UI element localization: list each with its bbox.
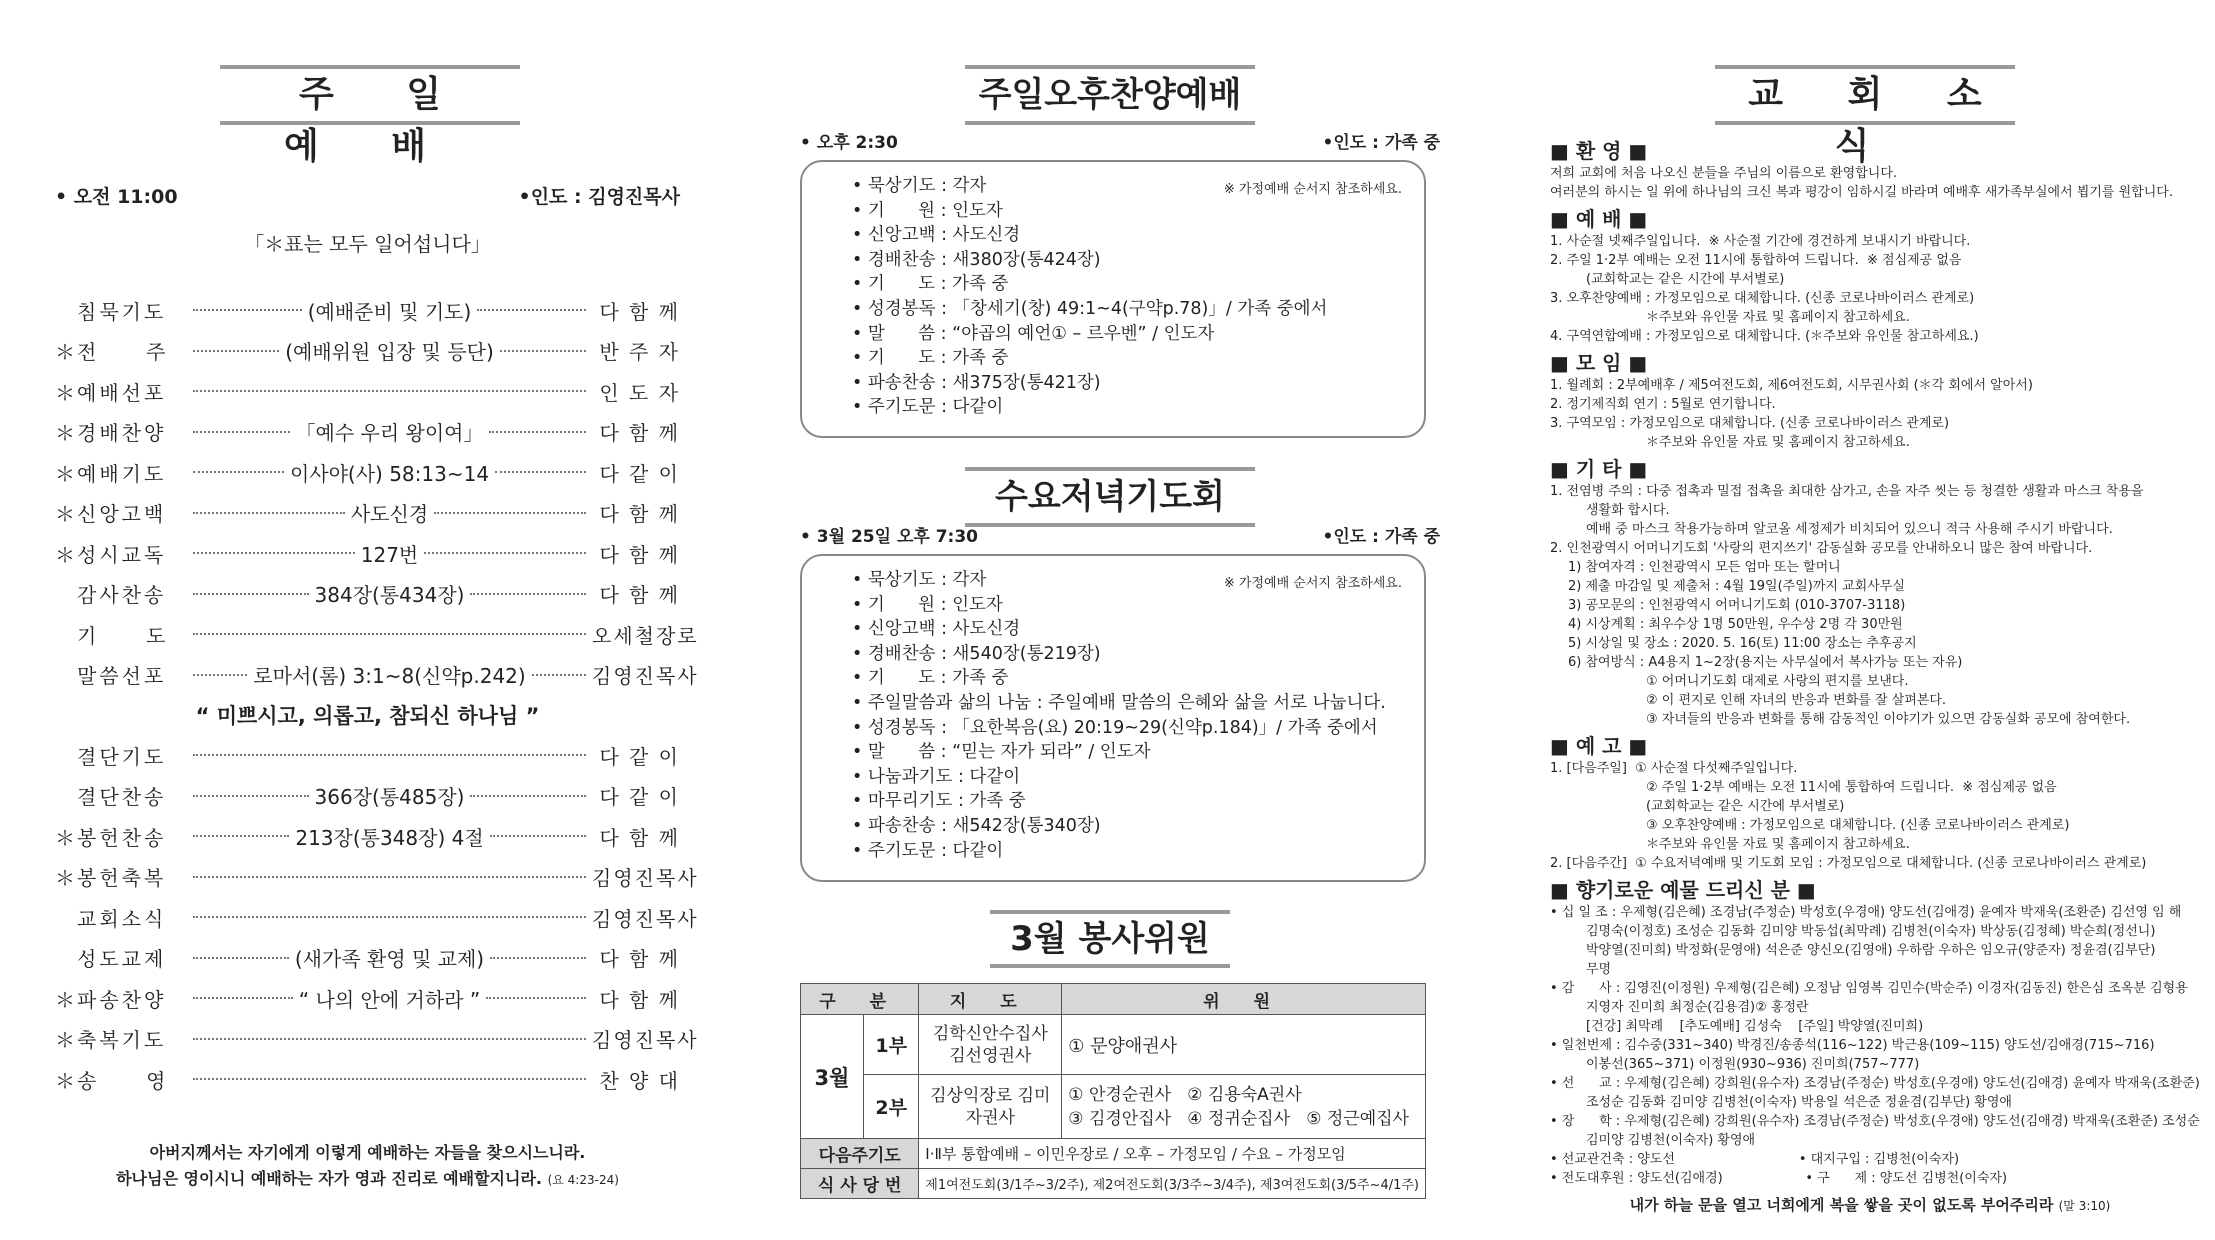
stand-mark: ＊ [55, 380, 75, 405]
order-list-item: • 묵상기도 : 각자 [852, 176, 987, 196]
next-prayer-label: 다음주기도 [801, 1139, 919, 1169]
order-item-person: 반 주 자 [599, 340, 680, 365]
meal-duty-label: 식 사 당 번 [801, 1169, 919, 1199]
stand-mark: ＊ [55, 421, 75, 446]
news-line: ① 어머니기도회 대제로 사랑의 편지를 보낸다. [1646, 674, 1909, 689]
order-list-item: • 주기도문 : 다같이 [852, 397, 1004, 418]
order-row [55, 452, 680, 493]
wednesday-order-box [800, 554, 1426, 882]
afternoon-leader: •인도 : 가족 중 [1322, 133, 1440, 153]
order-row [55, 493, 680, 534]
order-item-content: 127번 [187, 539, 592, 568]
sunday-worship-column [55, 0, 699, 1240]
order-item-person: 찬 양 대 [599, 1068, 680, 1093]
news-line: ＊주보와 유인물 자료 및 홈페이지 참고하세요. [1646, 435, 1910, 450]
order-list-item: • 말 씀 : “믿는 자가 되라” / 인도자 [852, 742, 1151, 763]
order-list-item: • 기 도 : 가족 중 [852, 274, 1009, 295]
news-line: 1. 전염병 주의 : 다중 접촉과 밀접 접촉을 최대한 삼가고, 손을 자주 씻는 등 청결한 생활과 마스크 착용을 [1550, 484, 2144, 499]
stand-mark: ＊ [55, 1068, 75, 1093]
wednesday-time: • 3월 25일 오후 7:30 [800, 527, 978, 547]
order-item-person: 김영진목사 [592, 1028, 699, 1053]
news-line: 박양열(진미희) 박정화(문영애) 석은준 양신오(김영애) 우하람 우하은 임오규(양준자) 정윤겸(김부단) [1586, 943, 2156, 958]
sermon-title: “ 미쁘시고, 의롭고, 참되신 하나님 ” [195, 704, 540, 728]
order-list-item: • 기 원 : 인도자 [852, 200, 1003, 221]
news-line: ③ 자녀들의 반응과 변화를 통해 감동적인 이야기가 있으면 감동실화 공모에 참여한다. [1646, 712, 2131, 727]
order-row [55, 371, 680, 412]
col-header-members: 위 원 [1062, 984, 1426, 1015]
order-list-item: • 기 도 : 가족 중 [852, 348, 1009, 369]
order-row [55, 614, 699, 655]
news-line: 3. 구역모임 : 가정모임으로 대체합니다. (신종 코로나바이러스 관계로) [1550, 416, 1950, 431]
evening-services-column [800, 0, 1440, 1240]
stand-mark: ＊ [55, 825, 75, 850]
news-line: 2. [다음주간] ① 수요저녁예배 및 기도회 모임 : 가정모임으로 대체합니다. (신종 코로나바이러스 관계로) [1550, 856, 2147, 871]
news-line: 2) 제출 마감일 및 제출처 : 4월 19일(주일)까지 교회사무실 [1568, 579, 1905, 594]
order-list-item: • 신앙고백 : 사도신경 [852, 619, 1021, 640]
part1-lead: 김학신안수집사 김선영권사 [919, 1015, 1062, 1075]
part1-members: ① 문양애권사 [1062, 1015, 1426, 1075]
news-line: 1) 참여자격 : 인천광역시 모든 엄마 또는 할머니 [1568, 560, 1841, 575]
afternoon-worship-title: 주일오후찬양예배 [965, 65, 1255, 125]
order-list-item: • 주일말씀과 삶의 나눔 : 주일예배 말씀의 은혜와 삶을 서로 나눕니다. [852, 692, 1386, 713]
order-item-person: 김영진목사 [592, 906, 699, 931]
order-item-person: 다 함 께 [599, 421, 680, 446]
stand-mark: ＊ [55, 502, 75, 527]
order-item-content [187, 390, 592, 392]
news-line: 1. 사순절 넷째주일입니다. ※ 사순절 기간에 경건하게 보내시기 바랍니다. [1550, 234, 1971, 249]
order-item-content: 213장(통348장) 4절 [187, 822, 592, 851]
news-line: ＊주보와 유인물 자료 및 홈페이지 참고하세요. [1646, 310, 1910, 325]
order-item-person: 김영진목사 [592, 866, 699, 891]
order-item-content: 사도신경 [187, 498, 592, 527]
news-line: ② 주일 1·2부 예배는 오전 11시에 통합하여 드립니다. ※ 점심제공 없음 [1646, 780, 2057, 795]
news-line: 5) 시상일 및 장소 : 2020. 5. 16(토) 11:00 장소는 추후공지 [1568, 636, 1917, 651]
order-item-content: (새가족 환영 및 교제) [187, 943, 592, 972]
stand-mark: ＊ [55, 461, 75, 486]
volunteers-title: 3월 봉사위원 [990, 910, 1230, 968]
volunteers-table [800, 983, 1426, 1199]
news-section-heading: ■ 기 타 ■ [1550, 457, 1648, 481]
order-item-name: 교회소식 [77, 906, 167, 931]
order-item-person: 다 같 이 [599, 461, 680, 486]
news-section-heading: ■ 예 고 ■ [1550, 734, 1648, 758]
order-row [55, 938, 680, 979]
news-line: • 십 일 조 : 우제형(김은혜) 조경남(주정순) 박성호(우경애) 양도선(김애경) 윤예자 박재욱(조환준) 김선영 임 해 [1550, 905, 2182, 920]
news-line: 저희 교회에 처음 나오신 분들을 주님의 이름으로 환영합니다. [1550, 166, 1898, 181]
news-line: 예배 중 마스크 착용가능하며 알코올 세정제가 비치되어 있으니 적극 사용해 주시기 바랍니다. [1586, 522, 2113, 537]
news-line: • 감 사 : 김영진(이정원) 우제형(김은혜) 오정남 임영복 김민수(박순주) 이경자(김동진) 한은심 조옥분 김형용 [1550, 981, 2188, 996]
order-item-name: 봉헌찬송 [77, 825, 167, 850]
church-news-column [1550, 0, 2200, 1240]
service-time: • 오전 11:00 [55, 186, 178, 208]
order-row [55, 331, 680, 372]
news-line: 무명 [1586, 962, 1612, 977]
order-list-item: • 경배찬송 : 새540장(통219장) [852, 643, 1101, 664]
news-section-heading: ■ 향기로운 예물 드리신 분 ■ [1550, 878, 1816, 902]
order-item-name: 성도교제 [77, 947, 167, 972]
order-row [55, 290, 680, 331]
part2-members-line-1: ① 안경순권사 ② 김용숙A권사 [1068, 1084, 1302, 1105]
order-item-name: 성시교독 [77, 542, 167, 567]
order-item-name: 축복기도 [77, 1028, 167, 1053]
order-item-person: 인 도 자 [599, 380, 680, 405]
news-line: 3. 오후찬양예배 : 가정모임으로 대체합니다. (신종 코로나바이러스 관계로) [1550, 291, 1975, 306]
news-line: 2. 주일 1·2부 예배는 오전 11시에 통합하여 드립니다. ※ 점심제공 없음 [1550, 253, 1962, 268]
order-list-item: • 경배찬송 : 새380장(통424장) [852, 249, 1101, 270]
order-list-item: • 마무리기도 : 가족 중 [852, 791, 1026, 812]
order-list-item: • 기 도 : 가족 중 [852, 668, 1009, 689]
order-item-name: 침묵기도 [77, 299, 167, 324]
order-item-name: 결단기도 [77, 744, 167, 769]
afternoon-order-list [802, 162, 1424, 420]
part2-members-line-2: ③ 김경안집사 ④ 정귀순집사 ⑤ 정근예집사 [1068, 1108, 1409, 1129]
part2-cell: 2부 [864, 1075, 919, 1139]
order-item-content [187, 1038, 592, 1040]
news-line: • 장 학 : 우제형(김은혜) 강희원(유수자) 조경남(주정순) 박성호(우경애) 양도선(김애경) 박재욱(조환준) 조성순 [1550, 1114, 2200, 1129]
order-item-content: “ 나의 안에 거하라 ” [187, 984, 592, 1013]
news-line: [건강] 최막례 [추도예배] 김성숙 [주일] 박양열(진미희) [1586, 1019, 1924, 1034]
news-line: 1. 월례회 : 2부예배후 / 제5여전도회, 제6여전도회, 시무권사회 (＊각 회에서 알아서) [1550, 378, 2033, 393]
order-item-person: 다 같 이 [599, 744, 680, 769]
order-item-person: 다 함 께 [599, 542, 680, 567]
order-item-person: 다 같 이 [599, 785, 680, 810]
news-line: 2. 정기제직회 연기 : 5월로 연기합니다. [1550, 397, 1776, 412]
order-list-item: • 묵상기도 : 각자 [852, 570, 987, 590]
footer-line-2: 하나님은 영이시니 예배하는 자가 영과 진리로 예배할지니라. (요 4:23-24) [116, 1169, 619, 1188]
closing-verse: 내가 하늘 문을 열고 너희에게 복을 쌓을 곳이 없도록 부어주리라 (말 3:10) [1629, 1196, 2111, 1214]
news-section-heading: ■ 예 배 ■ [1550, 207, 1648, 231]
order-item-content [187, 1078, 592, 1080]
news-line: 김명숙(이정호) 조성순 김동화 김미양 박동섭(최막례) 김병천(이숙자) 박상동(김정혜) 박순희(정선니) [1586, 924, 2156, 939]
stand-mark: ＊ [55, 1028, 75, 1053]
news-line: • 전도대후원 : 양도선(김애경) • 구 제 : 양도선 김병천(이숙자) [1550, 1171, 2008, 1186]
order-list-item: • 기 원 : 인도자 [852, 594, 1003, 615]
order-item-name: 예배기도 [77, 461, 167, 486]
afternoon-time: • 오후 2:30 [800, 133, 898, 153]
order-item-person: 김영진목사 [592, 664, 699, 689]
news-line: ③ 오후찬양예배 : 가정모임으로 대체합니다. (신종 코로나바이러스 관계로) [1646, 818, 2070, 833]
news-line: 4. 구역연합예배 : 가정모임으로 대체합니다. (＊주보와 유인물 참고하세요.) [1550, 329, 1979, 344]
news-section-heading: ■ 모 임 ■ [1550, 351, 1648, 375]
col-header-division: 구 분 [801, 984, 919, 1015]
afternoon-note: ※ 가정예배 순서지 참조하세요. [1223, 182, 1402, 197]
footer-line-1: 아버지께서는 자기에게 이렇게 예배하는 자들을 찾으시느니라. [149, 1143, 586, 1162]
order-list-item: • 성경봉독 : 「요한복음(요) 20:19~29(신약p.184)」/ 가족 중에서 [852, 717, 1378, 738]
order-item-name: 송 영 [77, 1068, 169, 1093]
order-row [55, 655, 699, 696]
order-item-person: 다 함 께 [599, 299, 680, 324]
order-item-content: 로마서(롬) 3:1~8(신약p.242) [187, 660, 592, 689]
wednesday-prayer-title: 수요저녁기도회 [965, 467, 1255, 527]
order-item-content: 「예수 우리 왕이여」 [187, 417, 592, 446]
stand-mark: ＊ [55, 987, 75, 1012]
order-item-content [187, 633, 592, 635]
order-row [55, 776, 680, 817]
part2-lead: 김상익장로 김미자권사 [919, 1075, 1062, 1139]
order-item-name: 파송찬양 [77, 987, 167, 1012]
order-item-name: 감사찬송 [77, 583, 167, 608]
order-row [55, 533, 680, 574]
order-item-person: 다 함 께 [599, 825, 680, 850]
order-item-name: 예배선포 [77, 380, 167, 405]
news-line: 3) 공모문의 : 인천광역시 어머니기도회 (010-3707-3118) [1568, 598, 1906, 613]
order-item-name: 경배찬양 [77, 421, 167, 446]
stand-mark: ＊ [55, 340, 75, 365]
news-line: 김미양 김병천(이숙자) 황영애 [1586, 1133, 1756, 1148]
order-row [55, 816, 680, 857]
order-item-name: 결단찬송 [77, 785, 167, 810]
month-cell: 3월 [801, 1015, 864, 1139]
order-item-content: (예배준비 및 기도) [187, 296, 592, 325]
news-line: 1. [다음주일] ① 사순절 다섯째주일입니다. [1550, 761, 1798, 776]
news-line: ② 이 편지로 인해 자녀의 반응과 변화를 잘 살펴본다. [1646, 693, 1947, 708]
service-leader: •인도 : 김영진목사 [518, 186, 680, 208]
order-list-item: • 파송찬송 : 새375장(통421장) [852, 372, 1101, 393]
order-item-person: 다 함 께 [599, 502, 680, 527]
order-item-content [187, 876, 592, 878]
church-news-title: 교 회 소 식 [1715, 65, 2015, 125]
part2-members [1062, 1075, 1426, 1139]
order-list-item: • 파송찬송 : 새542장(통340장) [852, 815, 1101, 836]
sunday-worship-title: 주 일 예 배 [220, 65, 520, 125]
order-list-item: • 성경봉독 : 「창세기(창) 49:1~4(구약p.78)」/ 가족 중에서 [852, 298, 1328, 319]
news-line: 이봉선(365~371) 이정원(930~936) 진미희(757~777) [1586, 1057, 1920, 1072]
news-line: 4) 시상계획 : 최우수상 1명 50만원, 우수상 2명 각 30만원 [1568, 617, 1903, 632]
order-row [55, 1019, 699, 1060]
worship-order [55, 290, 699, 1100]
order-row [55, 897, 699, 938]
order-item-content: 384장(통434장) [187, 579, 592, 608]
wednesday-note: ※ 가정예배 순서지 참조하세요. [1223, 576, 1402, 591]
col-header-lead: 지 도 [919, 984, 1062, 1015]
order-item-person: 다 함 께 [599, 947, 680, 972]
order-list-item: • 신앙고백 : 사도신경 [852, 225, 1021, 246]
news-line: (교회학교는 같은 시간에 부서별로) [1646, 799, 1845, 814]
order-item-person: 오세철장로 [592, 623, 699, 648]
order-item-person: 다 함 께 [599, 987, 680, 1012]
order-item-content: 이사야(사) 58:13~14 [187, 458, 592, 487]
news-line: • 일천번제 : 김수중(331~340) 박경진/송종석(116~122) 박근용(109~115) 양도선/김애경(715~716) [1550, 1038, 2155, 1053]
wednesday-order-list [802, 556, 1424, 863]
order-row [55, 574, 680, 615]
news-line: 조성순 김동화 김미양 김병천(이숙자) 박용일 석은준 정윤겸(김부단) 황영애 [1586, 1095, 2012, 1110]
order-item-name: 전 주 [77, 340, 169, 365]
order-list-item: • 말 씀 : “야곱의 예언① – 르우벤” / 인도자 [852, 323, 1215, 344]
church-news-body [1550, 134, 2200, 1216]
order-row [55, 857, 699, 898]
footer-verse [55, 1140, 680, 1193]
wednesday-leader: •인도 : 가족 중 [1322, 527, 1440, 547]
order-item-content [187, 754, 592, 756]
order-list-item: • 나눔과기도 : 다같이 [852, 766, 1021, 787]
order-item-name: 봉헌축복 [77, 866, 167, 891]
stand-note: 「＊표는 모두 일어섭니다」 [244, 232, 491, 256]
news-line: 2. 인천광역시 어머니기도회 '사랑의 편지쓰기' 감동실화 공모를 안내하오니 많은 참여 바랍니다. [1550, 541, 2093, 556]
news-line: 지영자 진미희 최정순(김용겸)② 홍정란 [1586, 1000, 1809, 1015]
news-line: • 선교관건축 : 양도선 • 대지구입 : 김병천(이숙자) [1550, 1152, 1960, 1167]
news-line: 여러분의 하시는 일 위에 하나님의 크신 복과 평강이 임하시길 바라며 예배후 새가족부실에서 뵙기를 원합니다. [1550, 185, 2173, 200]
news-line: (교회학교는 같은 시간에 부서별로) [1586, 272, 1785, 287]
meal-duty-value: 제1여전도회(3/1주~3/2주), 제2여전도회(3/3주~3/4주), 제3여전도회(3/5주~4/1주) [919, 1169, 1426, 1199]
order-list-item: • 주기도문 : 다같이 [852, 840, 1004, 861]
next-prayer-value: Ⅰ·Ⅱ부 통합예배 – 이민우장로 / 오후 – 가정모임 / 수요 – 가정모임 [919, 1139, 1426, 1169]
news-line: ＊주보와 유인물 자료 및 홈페이지 참고하세요. [1646, 837, 1910, 852]
news-section-heading: ■ 환 영 ■ [1550, 139, 1648, 163]
order-row [55, 978, 680, 1019]
order-item-name: 기 도 [77, 623, 169, 648]
news-line: • 선 교 : 우제형(김은혜) 강희원(유수자) 조경남(주정순) 박성호(우경애) 양도선(김애경) 윤예자 박재욱(조환준) [1550, 1076, 2200, 1091]
afternoon-order-box [800, 160, 1426, 438]
order-row [55, 1059, 680, 1100]
stand-mark: ＊ [55, 542, 75, 567]
news-line: 생활화 합시다. [1586, 503, 1670, 518]
order-item-content: (예배위원 입장 및 등단) [187, 336, 592, 365]
order-item-content: 366장(통485장) [187, 781, 592, 810]
part1-cell: 1부 [864, 1015, 919, 1075]
order-item-person: 다 함 께 [599, 583, 680, 608]
order-item-content [187, 916, 592, 918]
order-item-name: 말씀선포 [77, 664, 167, 689]
order-item-name: 신앙고백 [77, 502, 167, 527]
order-row [55, 735, 680, 776]
order-row [55, 412, 680, 453]
stand-mark: ＊ [55, 866, 75, 891]
news-line: 6) 참여방식 : A4용지 1~2장(용지는 사무실에서 복사가능 또는 자유) [1568, 655, 1963, 670]
